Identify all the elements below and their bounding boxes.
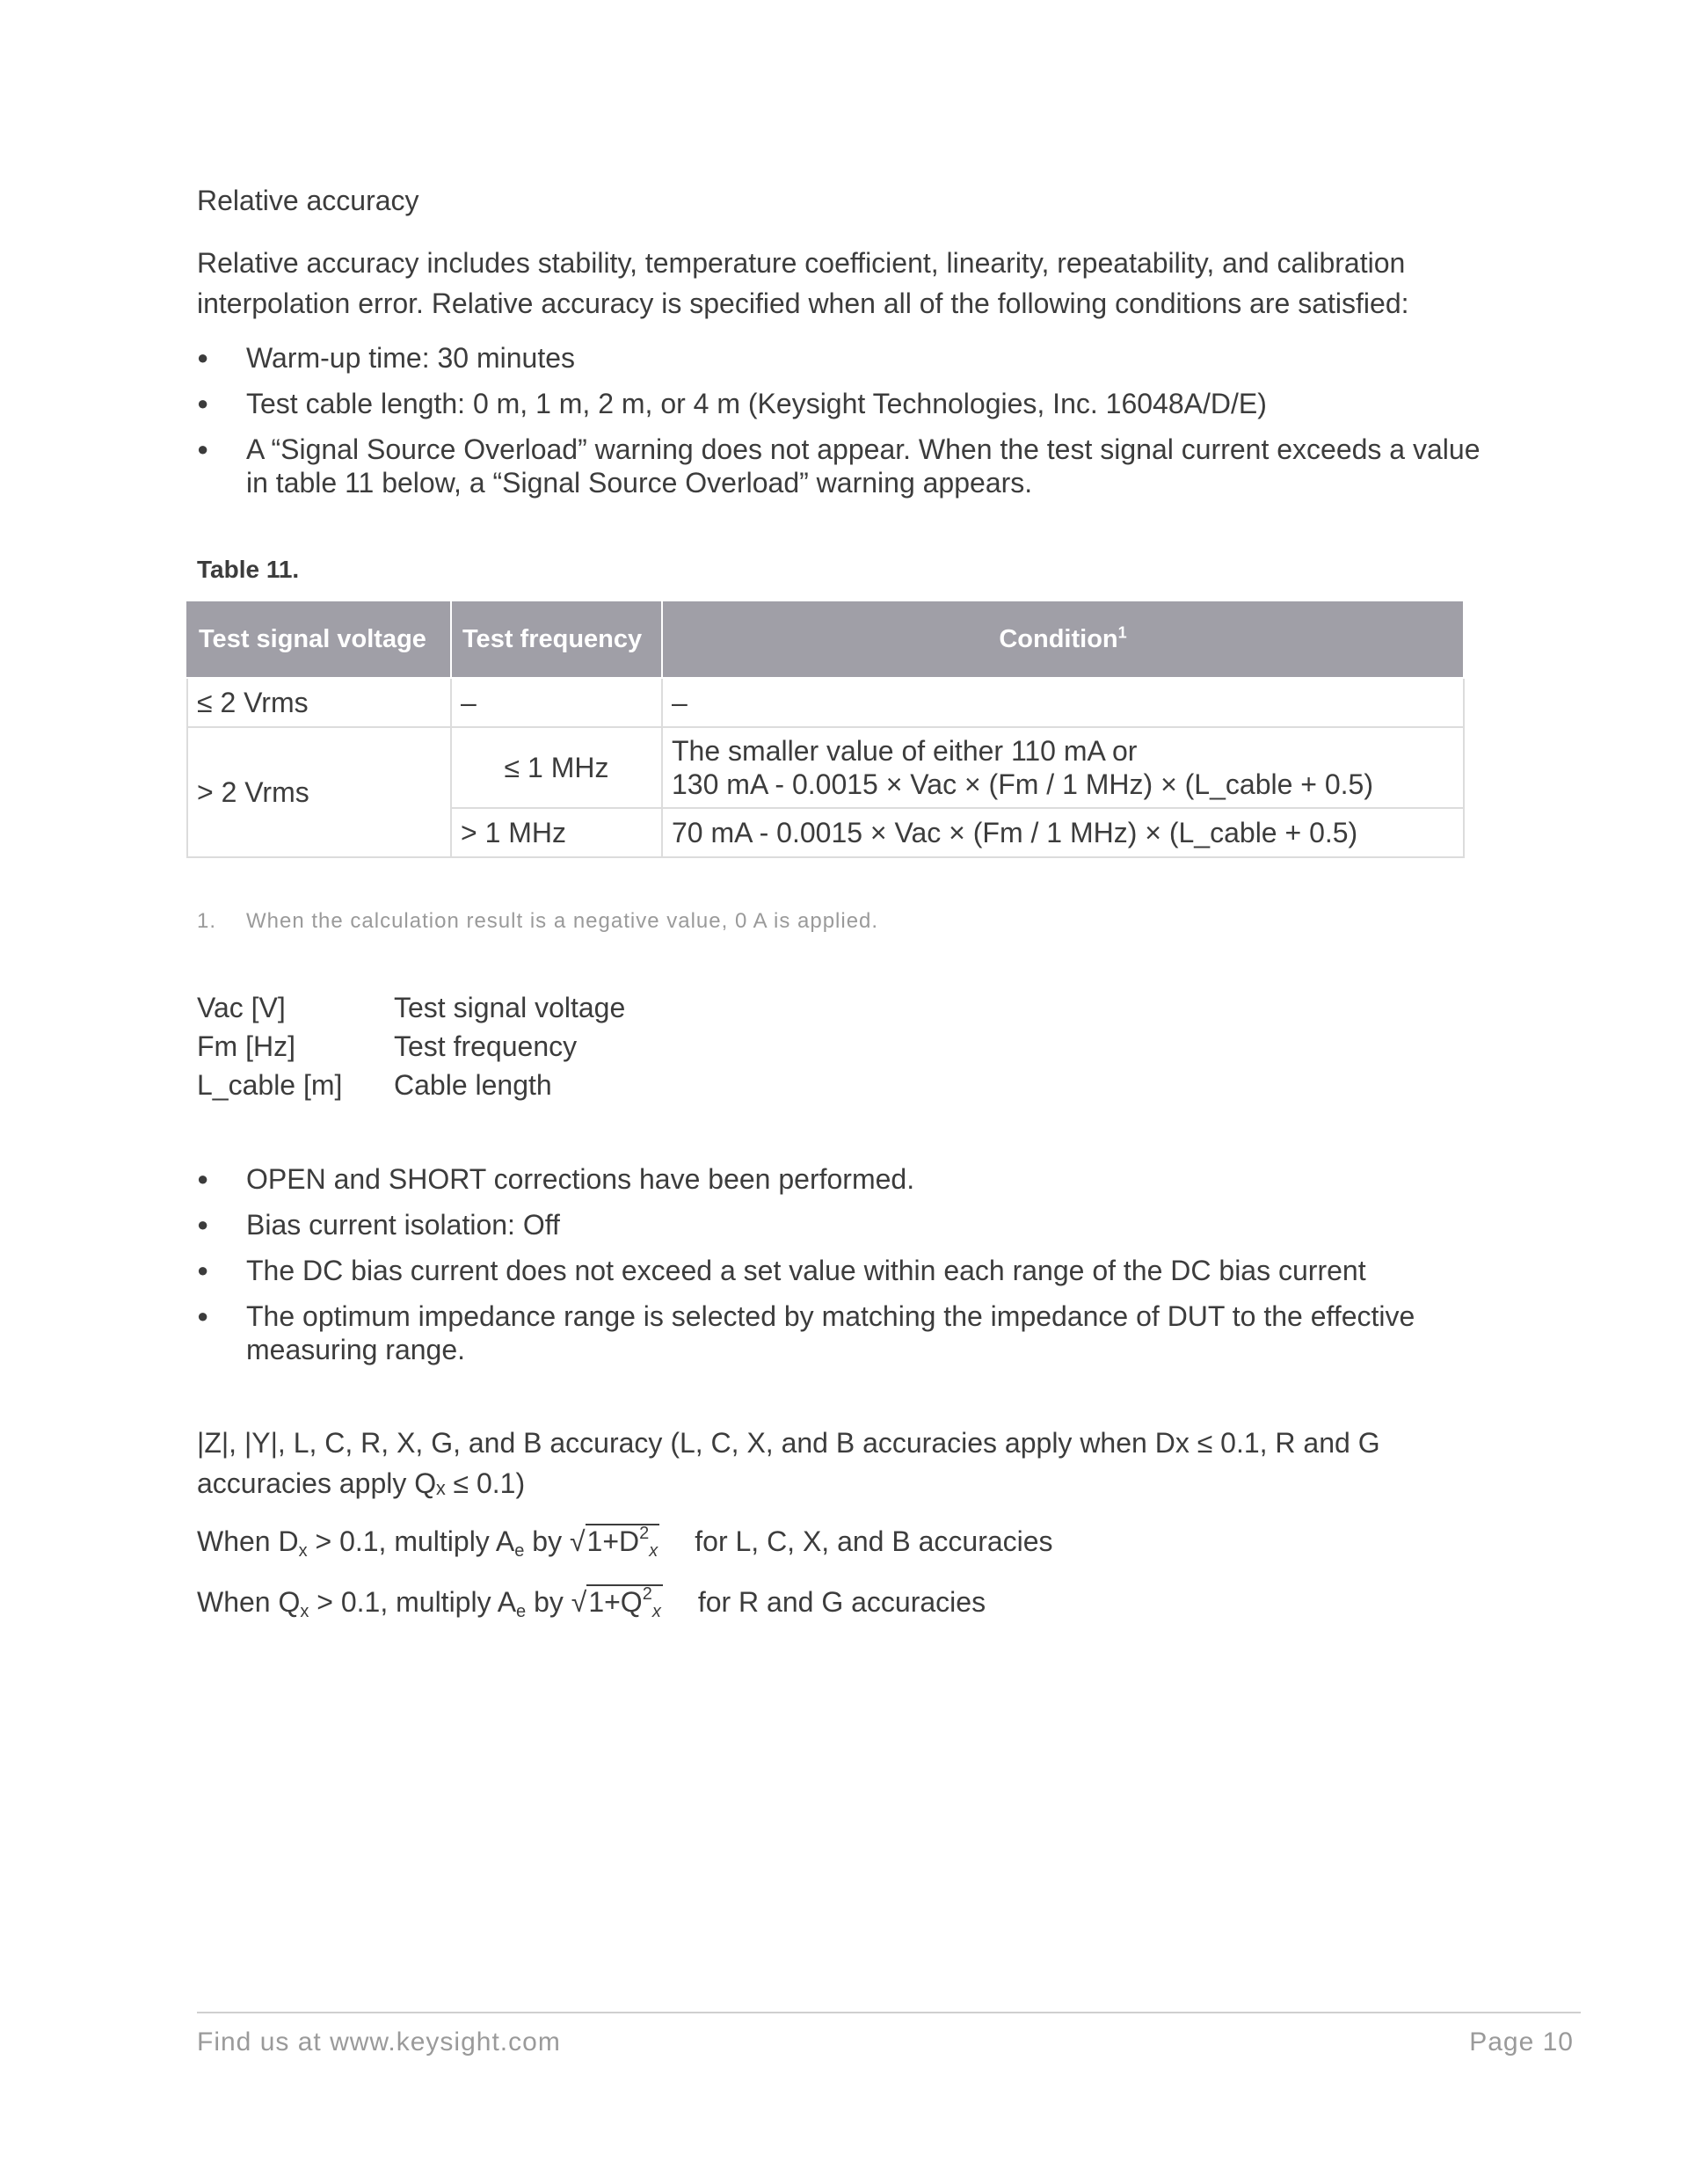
intro-paragraph: Relative accuracy includes stability, temperature coefficient, linearity, repeatability, and calibration interpolation error. Relative accuracy is specified when all of the following conditions are satisfied:	[197, 247, 1409, 319]
variable-definitions	[197, 988, 625, 1104]
cell-condition: –	[662, 678, 1464, 727]
cell-condition	[662, 727, 1464, 808]
definition-meaning: Test frequency	[394, 1030, 578, 1062]
condition-line: 130 mA - 0.0015 × Vac × (Fm / 1 MHz) × (L_cable + 0.5)	[672, 768, 1373, 800]
bullet-icon: ●	[197, 438, 209, 460]
definition-row	[197, 1066, 625, 1104]
definition-row	[197, 1027, 625, 1066]
table-row	[187, 727, 1464, 808]
definition-term: Vac [V]	[197, 992, 286, 1023]
list-item: ● Bias current isolation: Off	[197, 1209, 560, 1241]
list-item: ● Warm-up time: 30 minutes	[197, 342, 576, 374]
header-test-frequency: Test frequency	[451, 601, 662, 678]
definition-meaning: Cable length	[394, 1069, 552, 1101]
conditions-list-1	[197, 341, 1481, 512]
definition-row	[197, 988, 625, 1027]
cell-voltage: > 2 Vrms	[187, 727, 451, 857]
accuracy-paragraph: |Z|, |Y|, L, C, R, X, G, and B accuracy (L, C, X, and B accuracies apply when Dx ≤ 0.1, R and G accuracies apply Qₓ ≤ 0.1)	[197, 1427, 1380, 1499]
formula-quality: When $Q_x > 0.1$, multiply $A_e$ by $√1+Q^2x$ for R and G accuracies	[197, 1584, 986, 1621]
header-test-signal-voltage: Test signal voltage	[187, 601, 451, 678]
cell-voltage: ≤ 2 Vrms	[187, 678, 451, 727]
footnote-number: 1.	[197, 909, 217, 933]
cell-frequency: –	[451, 678, 662, 727]
list-item: ● Test cable length: 0 m, 1 m, 2 m, or 4 m (Keysight Technologies, Inc. 16048A/D/E)	[197, 388, 1267, 419]
list-item: ● OPEN and SHORT corrections have been performed.	[197, 1163, 915, 1195]
square-root-expression: $√1+Q^2x$	[571, 1584, 661, 1621]
bullet-icon: ●	[197, 1259, 209, 1281]
bullet-icon: ●	[197, 1305, 209, 1327]
definition-meaning: Test signal voltage	[394, 992, 626, 1023]
formula-dissipation: When $D_x > 0.1$, multiply $A_e$ by $√1+D^2x$ for L, C, X, and B accuracies	[197, 1524, 1053, 1561]
section-title: Relative accuracy	[197, 185, 419, 216]
definition-term: L_cable [m]	[197, 1069, 343, 1101]
signal-overload-table	[186, 600, 1465, 858]
footnote-text: When the calculation result is a negative value, 0 A is applied.	[246, 909, 879, 933]
table-row	[187, 678, 1464, 727]
list-item: ● The DC bias current does not exceed a set value within each range of the DC bias current	[197, 1255, 1366, 1286]
list-item: ● A “Signal Source Overload” warning does not appear. When the test signal current exceeds a value in table 11 below, a “Signal Source Overload” warning appears.	[197, 433, 1481, 499]
cell-frequency: > 1 MHz	[451, 808, 662, 857]
table-header-row	[187, 601, 1464, 678]
cell-condition: 70 mA - 0.0015 × Vac × (Fm / 1 MHz) × (L_cable + 0.5)	[662, 808, 1464, 857]
square-root-expression: $√1+D^2x$	[569, 1524, 658, 1561]
bullet-icon: ●	[197, 346, 209, 368]
list-item: ● The optimum impedance range is selected by matching the impedance of DUT to the effective measuring range.	[197, 1300, 1415, 1365]
bullet-icon: ●	[197, 1213, 209, 1235]
table-caption: Table 11.	[197, 556, 300, 583]
conditions-list-2	[197, 1162, 1481, 1379]
bullet-icon: ●	[197, 1168, 209, 1190]
footer-website[interactable]: Find us at www.keysight.com	[197, 2027, 561, 2057]
header-condition: Condition$^1$	[662, 601, 1464, 678]
page-number: Page 10	[1469, 2027, 1574, 2057]
bullet-icon: ●	[197, 392, 209, 414]
definition-term: Fm [Hz]	[197, 1030, 295, 1062]
table-footnote	[197, 909, 878, 934]
footer-divider	[197, 2012, 1581, 2013]
condition-line: The smaller value of either 110 mA or	[672, 735, 1138, 767]
cell-frequency: ≤ 1 MHz	[451, 727, 662, 808]
